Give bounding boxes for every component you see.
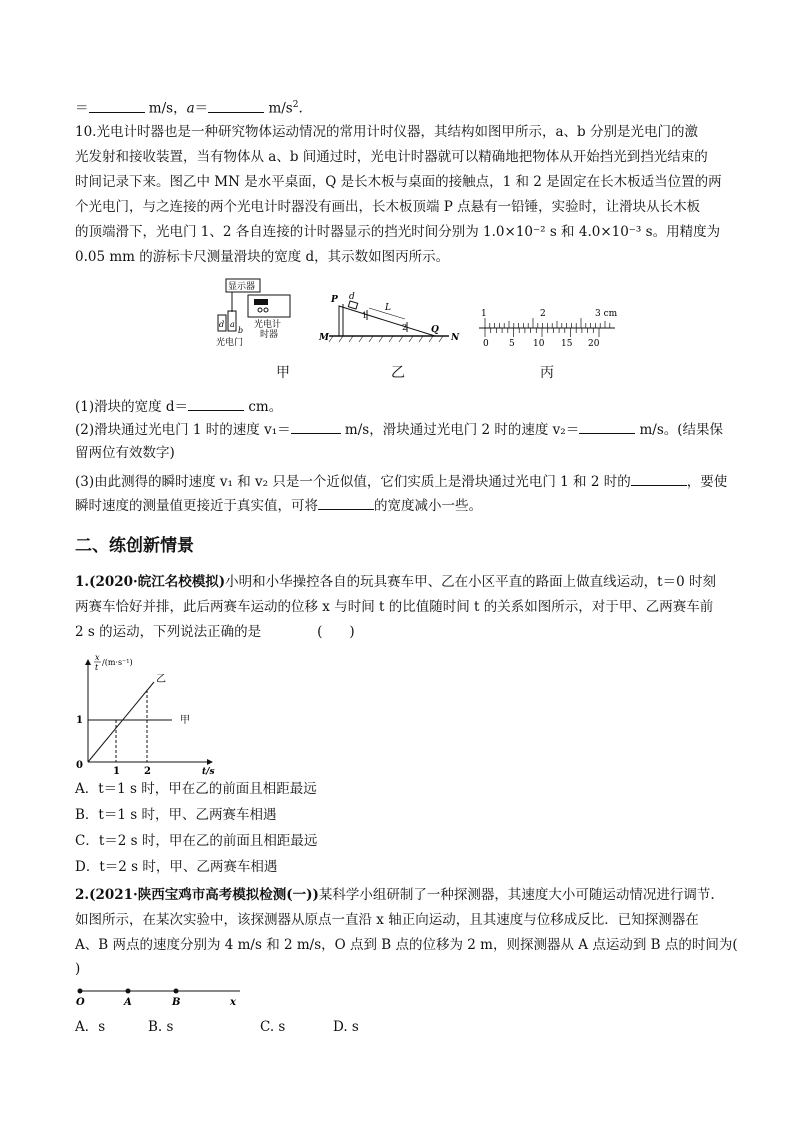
sub2-text-a: (2)滑块通过光电门 1 时的速度 v₁＝	[75, 422, 291, 438]
var-a: a	[186, 100, 195, 117]
caption-yi: 乙	[391, 365, 405, 381]
label-x: x	[230, 997, 236, 1008]
q10-line-4: 个光电门，与之连接的两个光电计时器没有画出，长木板顶端 P 点悬有一铅锤，实验时，让滑块从长木板	[75, 199, 701, 215]
vernier-label-5: 5	[509, 339, 515, 349]
p1-line-1	[75, 573, 716, 591]
sub3-text-a: (3)由此测得的瞬时速度 v₁ 和 v₂ 只是一个近似值，它们实质上是滑块通过光电门 1 和 2 时的	[75, 474, 631, 490]
eq-sign-2: ＝	[194, 100, 209, 117]
main-label-3: 3 cm	[595, 309, 618, 319]
tick-x2: 2	[144, 766, 151, 775]
label-yi: 乙	[156, 674, 166, 685]
label-Q: Q	[431, 325, 439, 335]
q10-sub1	[75, 397, 282, 416]
q10-line-6: 0.05 mm 的游标卡尺测量滑块的宽度 d，其示数如图丙所示。	[75, 249, 450, 265]
label-d: d	[219, 320, 225, 329]
p2-number: 2.	[75, 887, 90, 903]
p2-line-2: 如图所示，在某次实验中，该探测器从原点一直沿 x 轴正向运动，且其速度与位移成反比．已知探测器在	[75, 912, 699, 928]
q10-line-5: 的顶端滑下，光电门 1、2 各自连接的计时器显示的挡光时间分别为 1.0×10⁻² s 和 4.0×10⁻³ s。用精度为	[75, 224, 721, 240]
main-scale-ticks	[485, 318, 610, 328]
q10-sub3	[75, 472, 727, 491]
p2-line-4: )	[75, 961, 81, 977]
label-A: A	[124, 997, 132, 1008]
tick-y1: 1	[76, 715, 83, 726]
vernier-label-20: 20	[588, 339, 600, 349]
p2-option-d[interactable]: D. s	[333, 1019, 359, 1035]
label-M: M	[319, 333, 329, 343]
p2-text-1: 某科学小组研制了一种探测器，其速度大小可随运动情况进行调节.	[318, 887, 715, 903]
label-gate1: 1	[362, 311, 368, 320]
p2-option-a[interactable]: A．s	[75, 1019, 106, 1035]
blank-a[interactable]	[208, 99, 264, 113]
knob-2	[264, 308, 268, 312]
answer-paren[interactable]: ( )	[317, 624, 355, 640]
label-timer1: 光电计	[254, 320, 282, 330]
sub2-text-b: m/s，滑块通过光电门 2 时的速度 v₂＝	[340, 422, 580, 438]
label-L: L	[385, 303, 391, 313]
q10-sub2-cont: 留两位有效数字)	[75, 445, 175, 461]
p1-source: (2020·皖江名校模拟)	[89, 574, 226, 590]
sub1-text: (1)滑块的宽度 d＝	[75, 399, 189, 415]
sub3-text-d: 的宽度减小一些。	[374, 498, 482, 514]
q10-line-1: 10.光电计时器也是一种研究物体运动情况的常用计时仪器，其结构如图甲所示，a、b 分别是光电门的激	[75, 124, 698, 140]
timer-screen	[254, 299, 268, 305]
vernier-label-0: 0	[483, 339, 489, 349]
xt-graph	[72, 650, 222, 775]
label-O: O	[76, 997, 85, 1008]
ylabel-num: x	[95, 653, 100, 662]
vernier-label-15: 15	[561, 339, 573, 349]
blank-v1[interactable]	[291, 420, 341, 434]
blank-d[interactable]	[188, 397, 244, 411]
p2-line-3: A、B 两点的速度分别为 4 m/s 和 2 m/s，O 点到 B 点的位移为 2 m，则探测器从 A 点运动到 B 点的时间为(	[75, 937, 738, 953]
label-a: a	[230, 320, 235, 329]
label-display: 显示器	[228, 282, 256, 292]
figure-jia	[210, 277, 310, 347]
blank-sub3-2[interactable]	[318, 496, 374, 510]
ylabel-unit: /(m·s⁻¹)	[102, 658, 133, 667]
p1-number: 1.	[75, 574, 90, 590]
point-O	[78, 989, 83, 994]
q10-line-3: 时间记录下来。图乙中 MN 是水平桌面，Q 是长木板与桌面的接触点，1 和 2 是固定在长木板适当位置的两	[75, 174, 722, 190]
unit-ms2: m/s	[268, 100, 293, 117]
point-A	[126, 989, 131, 994]
blank-sub3-1[interactable]	[631, 472, 687, 486]
p1-line-3	[75, 623, 355, 641]
section-heading: 二、练创新情景	[75, 536, 194, 556]
timer-box	[248, 295, 290, 317]
q10-sub3-cont	[75, 496, 482, 515]
label-gate2: 2	[402, 323, 408, 332]
label-gate: 光电门	[216, 338, 244, 347]
table-hatch	[329, 336, 443, 342]
caption-jia: 甲	[276, 365, 290, 381]
knob-1	[258, 308, 262, 312]
x-axis-figure	[72, 985, 252, 1009]
p1-option-a[interactable]: A．t＝1 s 时，甲在乙的前面且相距最远	[75, 781, 317, 797]
ylabel-den: t	[95, 663, 99, 672]
vernier-label-10: 10	[533, 339, 545, 349]
eq-sign: ＝	[75, 100, 89, 117]
label-b: b	[238, 326, 244, 335]
p2-source: (2021·陕西宝鸡市高考模拟检测(一))	[89, 887, 319, 903]
p2-option-b[interactable]: B. s	[148, 1019, 174, 1035]
sub1-unit: cm。	[244, 399, 283, 415]
blank-v2[interactable]	[579, 420, 635, 434]
answer-line-top	[75, 96, 303, 118]
p1-option-d[interactable]: D．t＝2 s 时，甲、乙两赛车相遇	[75, 859, 278, 875]
period: .	[298, 100, 303, 117]
label-d-yi: d	[349, 292, 355, 302]
label-B: B	[172, 997, 181, 1008]
p1-text-1: 小明和小华操控各自的玩具赛车甲、乙在小区平直的路面上做直线运动，t＝0 时刻	[225, 574, 716, 590]
caption-bing: 丙	[540, 365, 554, 381]
q10-sub2	[75, 420, 723, 439]
blank-v[interactable]	[89, 99, 145, 113]
main-label-2: 2	[540, 309, 546, 319]
label-P: P	[331, 295, 338, 305]
label-timer2: 时器	[260, 330, 279, 340]
sub2-text-c: m/s。(结果保	[635, 422, 724, 438]
p1-line-2: 两赛车恰好并排，此后两赛车运动的位移 x 与时间 t 的比值随时间 t 的关系如图所示，对于甲、乙两赛车前	[75, 599, 714, 615]
p2-line-1	[75, 886, 715, 904]
tick-x1: 1	[113, 766, 120, 775]
sub3-text-b: ，要使	[686, 474, 728, 490]
label-jia: 甲	[180, 715, 190, 726]
figure-bing	[475, 306, 625, 350]
xlabel: t/s	[202, 767, 215, 775]
vernier-scale-ticks	[485, 328, 599, 337]
p1-option-b[interactable]: B．t＝1 s 时，甲、乙两赛车相遇	[75, 807, 277, 823]
main-label-1: 1	[481, 309, 487, 319]
unit-ms: m/s，	[148, 100, 187, 117]
p1-option-c[interactable]: C．t＝2 s 时，甲在乙的前面且相距最远	[75, 833, 318, 849]
q10-line-2: 光发射和接收装置，当有物体从 a、b 间通过时，光电计时器就可以精确地把物体从开始挡光到挡光结束的	[75, 149, 708, 165]
sub3-text-c: 瞬时速度的测量值更接近于真实值，可将	[75, 498, 318, 514]
label-N: N	[451, 333, 460, 343]
p1-text-3: 2 s 的运动，下列说法正确的是	[75, 624, 262, 640]
series-yi-line	[88, 682, 154, 762]
p2-option-c[interactable]: C. s	[260, 1019, 286, 1035]
origin-label: 0	[76, 760, 83, 771]
figure-yi	[315, 290, 465, 348]
exponent: 2	[292, 100, 299, 110]
slider-block	[348, 301, 357, 309]
point-B	[174, 989, 179, 994]
